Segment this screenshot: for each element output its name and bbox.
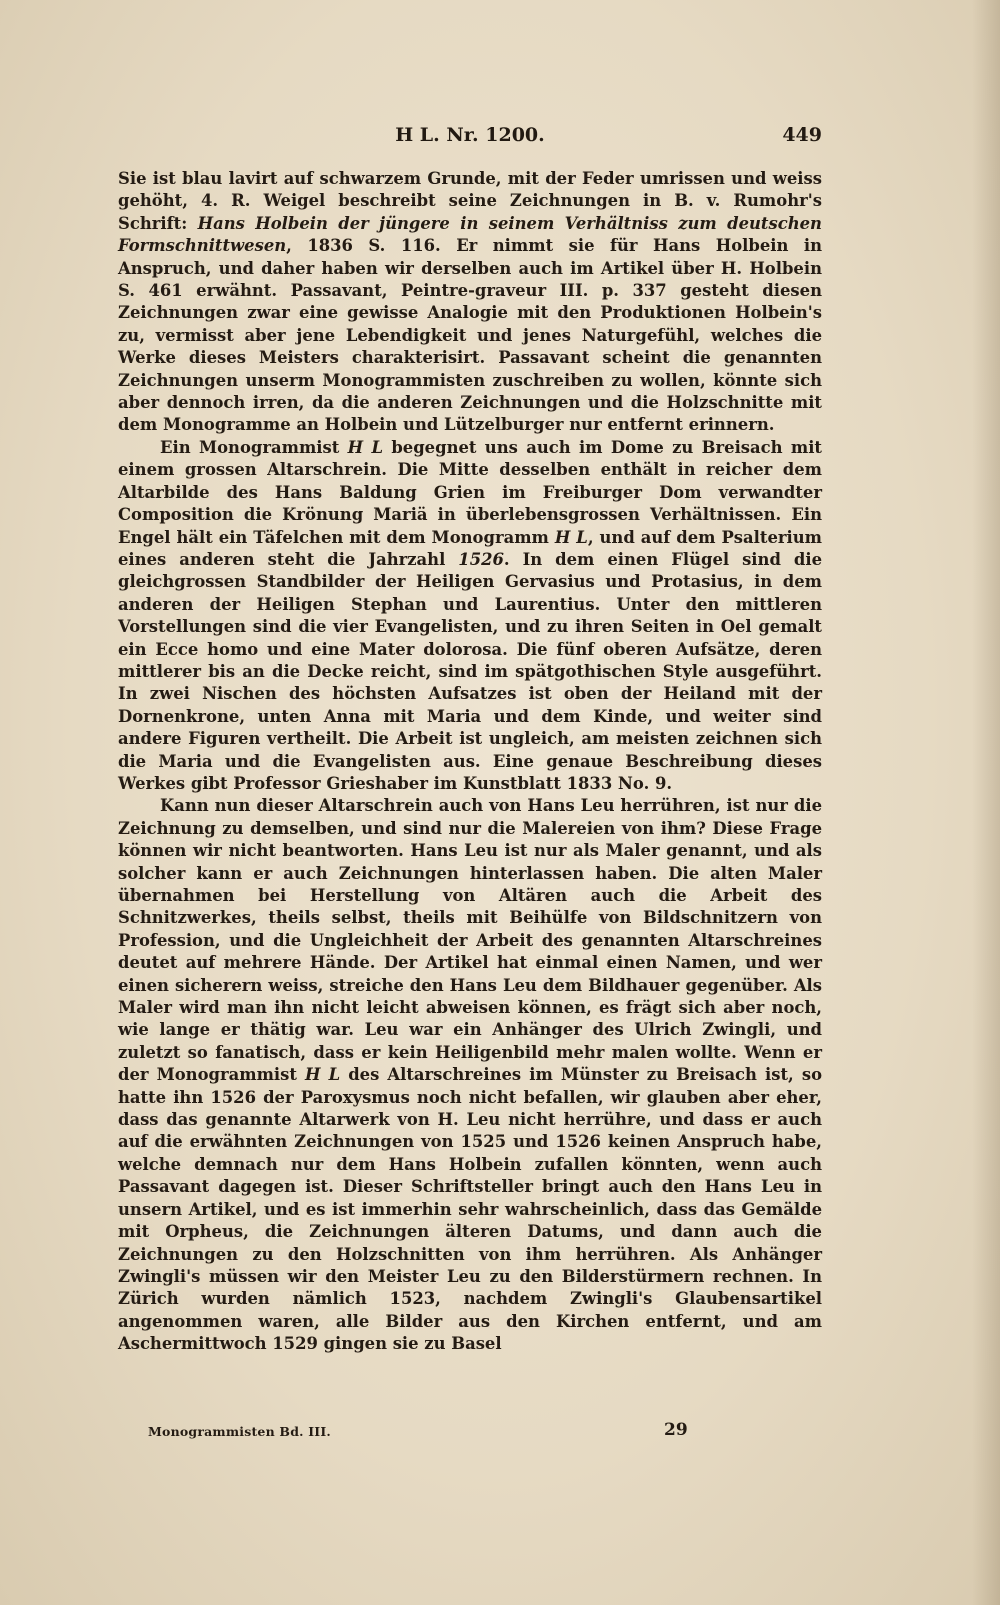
text-run: Ein Monogrammist: [160, 437, 348, 457]
year: 1526: [458, 549, 504, 569]
text-run: begegnet uns auch im Dome zu Breisach mit einem grossen Altarschrein. Die Mitte desselben enthält in reicher dem Altarbilde des Hans Baldung Grien im Freiburger Dom verwandter Composition die Krönung Mariä in überlebensgrossen Verhältnissen. Ein Engel hält ein Täfelchen mit dem Monogramm: [118, 437, 823, 547]
body-text: [118, 168, 822, 1356]
monogram: H L: [305, 1065, 341, 1085]
text-run: Kann nun dieser Altarschrein auch von Hans Leu herrühren, ist nur die Zeichnung zu demselben, und sind nur die Malereien von ihm? Diese Frage können wir nicht beantworten. Hans Leu ist nur als Maler genannt, und als solcher kann er auch Zeichnungen hinterlassen haben. Die alten Maler übernahmen bei Herstellung von Altären auch die Arbeit des Schnitzwerkes, theils selbst, theils mit Beihülfe von Bildschnitzern von Profession, und die Ungleichheit der Arbeit des genannten Altarschreines deutet auf mehrere Hände. Der Artikel hat einmal einen Namen, und wer einen sicherern weiss, streiche den Hans Leu dem Bildhauer gegenüber. Als Maler wird man ihn nicht leicht abweisen können, es frägt sich aber noch, wie lange er thätig war. Leu war ein Anhänger des Ulrich Zwingli, und zuletzt so fanatisch, dass er kein Heiligenbild mehr malen wollte. Wenn er der Monogrammist: [118, 796, 822, 1085]
signature-mark: 29: [664, 1420, 688, 1440]
running-title: H L. Nr. 1200.: [395, 124, 545, 146]
page-edge-shadow: [972, 0, 1000, 1605]
text-run: , 1836 S. 116. Er nimmt sie für Hans Holbein in Anspruch, und daher haben wir derselben auch im Artikel über H. Holbein S. 461 erwähnt. Passavant, Peintre-graveur III. p. 337 gesteht diesen Zeichnungen zwar eine gewisse Analogie mit den Produktionen Holbein's zu, vermisst aber jene Lebendigkeit und jenes Naturgefühl, welches die Werke dieses Meisters charakterisirt. Passavant scheint die genannten Zeichnungen unserm Monogrammisten zuschreiben zu wollen, könnte sich aber dennoch irren, da die anderen Zeichnungen und die Holzschnitte mit dem Monogramme an Holbein und Lützelburger nur entfernt erinnern.: [118, 236, 822, 435]
monogram: H L: [554, 527, 588, 547]
text-run: , und auf dem Psalterium eines anderen steht die Jahrzahl: [118, 527, 823, 569]
paragraph-1: [118, 168, 822, 437]
running-header: [118, 124, 822, 150]
printer-signature: Monogrammisten Bd. III.: [148, 1424, 331, 1439]
text-run: . In dem einen Flügel sind die gleichgrossen Standbilder der Heiligen Gervasius und Protasius, in dem anderen der Heiligen Stephan und Laurentius. Unter den mittleren Vorstellungen sind die vier Evangelisten, und zu ihren Seiten in Oel gemalt ein Ecce homo und eine Mater dolorosa. Die fünf oberen Aufsätze, deren mittlerer bis an die Decke reicht, sind im spätgothischen Style ausgeführt. In zwei Nischen des höchsten Aufsatzes ist oben der Heiland mit der Dornenkrone, unten Anna mit Maria und dem Kinde, und weiter sind andere Figuren vertheilt. Die Arbeit ist ungleich, am meisten zeichnen sich die Maria und die Evangelisten aus. Eine genaue Beschreibung dieses Werkes gibt Professor Grieshaber im Kunstblatt 1833 No. 9.: [118, 549, 822, 793]
paragraph-3: [118, 795, 822, 1355]
page-footer: [148, 1420, 828, 1446]
text-run: des Altarschreines im Münster zu Breisach ist, so hatte ihn 1526 der Paroxysmus noch nicht befallen, wir glauben aber eher, dass das genannte Altarwerk von H. Leu nicht herrühre, und dass er auch auf die erwähnten Zeichnungen von 1525 und 1526 keinen Anspruch habe, welche demnach nur dem Hans Holbein zufallen könnten, wenn auch Passavant dagegen ist. Dieser Schriftsteller bringt auch den Hans Leu in unsern Artikel, und es ist immerhin sehr wahrscheinlich, dass das Gemälde mit Orpheus, die Zeichnungen älteren Datums, und dann auch die Zeichnungen zu den Holzschnitten von ihm herrühren. Als Anhänger Zwingli's müssen wir den Meister Leu zu den Bilderstürmern rechnen. In Zürich wurden nämlich 1523, nachdem Zwingli's Glaubensartikel angenommen waren, alle Bilder aus den Kirchen entfernt, und am Aschermittwoch 1529 gingen sie zu Basel: [118, 1065, 822, 1354]
book-title: Hans Holbein der jüngere in seinem Verhältniss zum deutschen Formschnittwesen: [118, 213, 822, 256]
page-number: 449: [782, 124, 822, 146]
paragraph-2: [118, 437, 822, 796]
text-run: Sie ist blau lavirt auf schwarzem Grunde, mit der Feder umrissen und weiss gehöht, 4. R. Weigel beschreibt seine Zeichnungen in B. v. Rumohr's Schrift:: [118, 169, 822, 233]
monogram: H L: [347, 437, 383, 457]
